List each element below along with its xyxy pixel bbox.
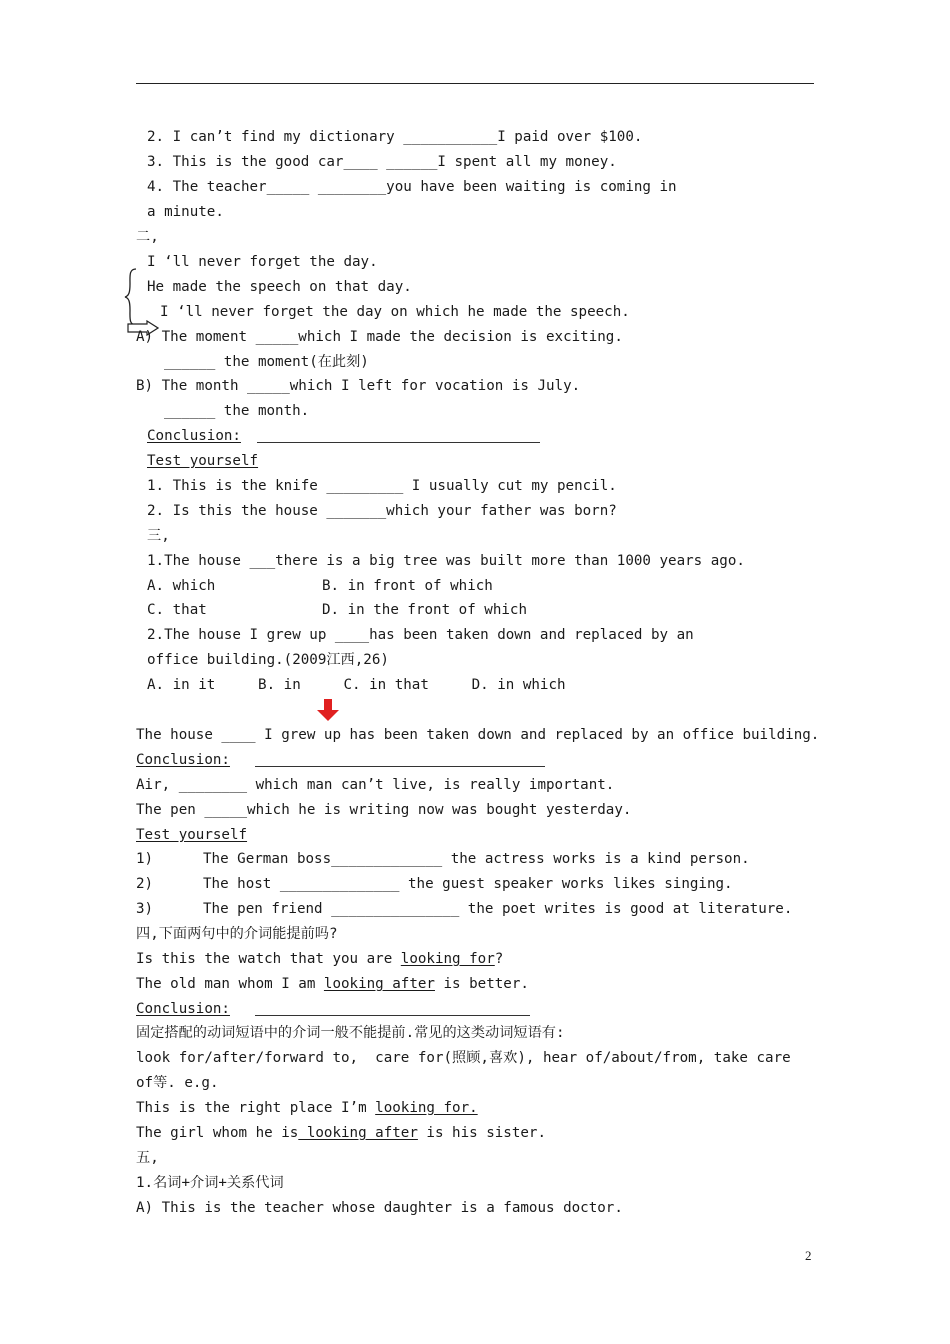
text-line: A) The moment _____which I made the decision is exciting. [136,329,623,345]
text-line [136,974,529,994]
item-number: 1) [136,851,154,867]
text-line: B) The month _____which I left for vocation is July. [136,378,581,394]
option: A. which [147,578,216,594]
test-yourself-label: Test yourself [136,827,248,843]
test-yourself-label: Test yourself [147,453,259,469]
text-line [136,1098,478,1118]
text-line: ______ the moment(在此刻) [164,354,369,370]
text-span: The old man whom I am [136,976,324,992]
text-span: The girl whom he is [136,1125,299,1141]
section-heading: 五, [136,1150,159,1166]
conclusion-label: Conclusion: [136,1001,230,1017]
text-line: 2. Is this the house _______which your father was born? [147,503,617,519]
text-line: office building.(2009江西,26) [147,652,389,668]
conclusion-blank [255,1001,530,1016]
underlined-phrase: looking after [323,976,435,992]
text-line: A) This is the teacher whose daughter is a famous doctor. [136,1200,623,1216]
text-line: The German boss_____________ the actress works is a kind person. [203,851,750,867]
text-line: 1. This is the knife _________ I usually cut my pencil. [147,478,617,494]
red-arrow-down-icon [316,698,340,722]
text-span: ? [494,951,504,967]
text-span: This is the right place I’m [136,1100,376,1116]
text-span: is better. [434,976,529,992]
text-line: of等. e.g. [136,1075,219,1091]
text-line: 1.The house ___there is a big tree was built more than 1000 years ago. [147,553,745,569]
text-line [136,1123,546,1143]
section-heading: 二, [136,229,159,245]
text-line: I ‘ll never forget the day on which he made the speech. [160,304,630,320]
text-span: Is this the watch that you are [136,951,401,967]
text-line: look for/after/forward to, care for(照顾,喜欢), hear of/about/from, take care [136,1050,791,1066]
brace-icon [124,268,138,326]
option: B. in front of which [322,578,493,594]
text-line: a minute. [147,204,224,220]
text-line: 3. This is the good car____ ______I spent all my money. [147,154,617,170]
text-line: He made the speech on that day. [147,279,412,295]
options-line: A. in it B. in C. in that D. in which [147,677,566,693]
section-heading: 三, [147,528,170,544]
text-line: The pen friend _______________ the poet writes is good at literature. [203,901,793,917]
underlined-phrase: looking for [400,951,495,967]
underlined-phrase: looking after [298,1125,418,1141]
text-line: The host ______________ the guest speaker works likes singing. [203,876,733,892]
text-line: 1.名词+介词+关系代词 [136,1175,284,1191]
text-span: is his sister. [417,1125,547,1141]
text-line: The house ____ I grew up has been taken down and replaced by an office building. [136,727,820,743]
conclusion-blank [257,428,540,443]
section-heading: 四,下面两句中的介词能提前吗? [136,926,338,942]
text-line: Air, ________ which man can’t live, is really important. [136,777,615,793]
conclusion-label: Conclusion: [136,752,230,768]
text-line: ______ the month. [164,403,310,419]
text-line: 4. The teacher_____ ________you have been waiting is coming in [147,179,677,195]
page-number: 2 [805,1248,812,1263]
item-number: 3) [136,901,154,917]
option: C. that [147,602,207,618]
underlined-phrase: looking for. [375,1100,478,1116]
item-number: 2) [136,876,154,892]
text-line: 2.The house I grew up ____has been taken down and replaced by an [147,627,694,643]
text-line: 固定搭配的动词短语中的介词一般不能提前.常见的这类动词短语有: [136,1025,565,1041]
header-rule [136,83,814,84]
conclusion-label: Conclusion: [147,428,241,444]
text-line: 2. I can’t find my dictionary ___________I paid over $100. [147,129,643,145]
text-line [136,949,503,969]
option: D. in the front of which [322,602,527,618]
conclusion-blank [255,752,545,767]
text-line: The pen _____which he is writing now was bought yesterday. [136,802,632,818]
text-line: I ‘ll never forget the day. [147,254,378,270]
